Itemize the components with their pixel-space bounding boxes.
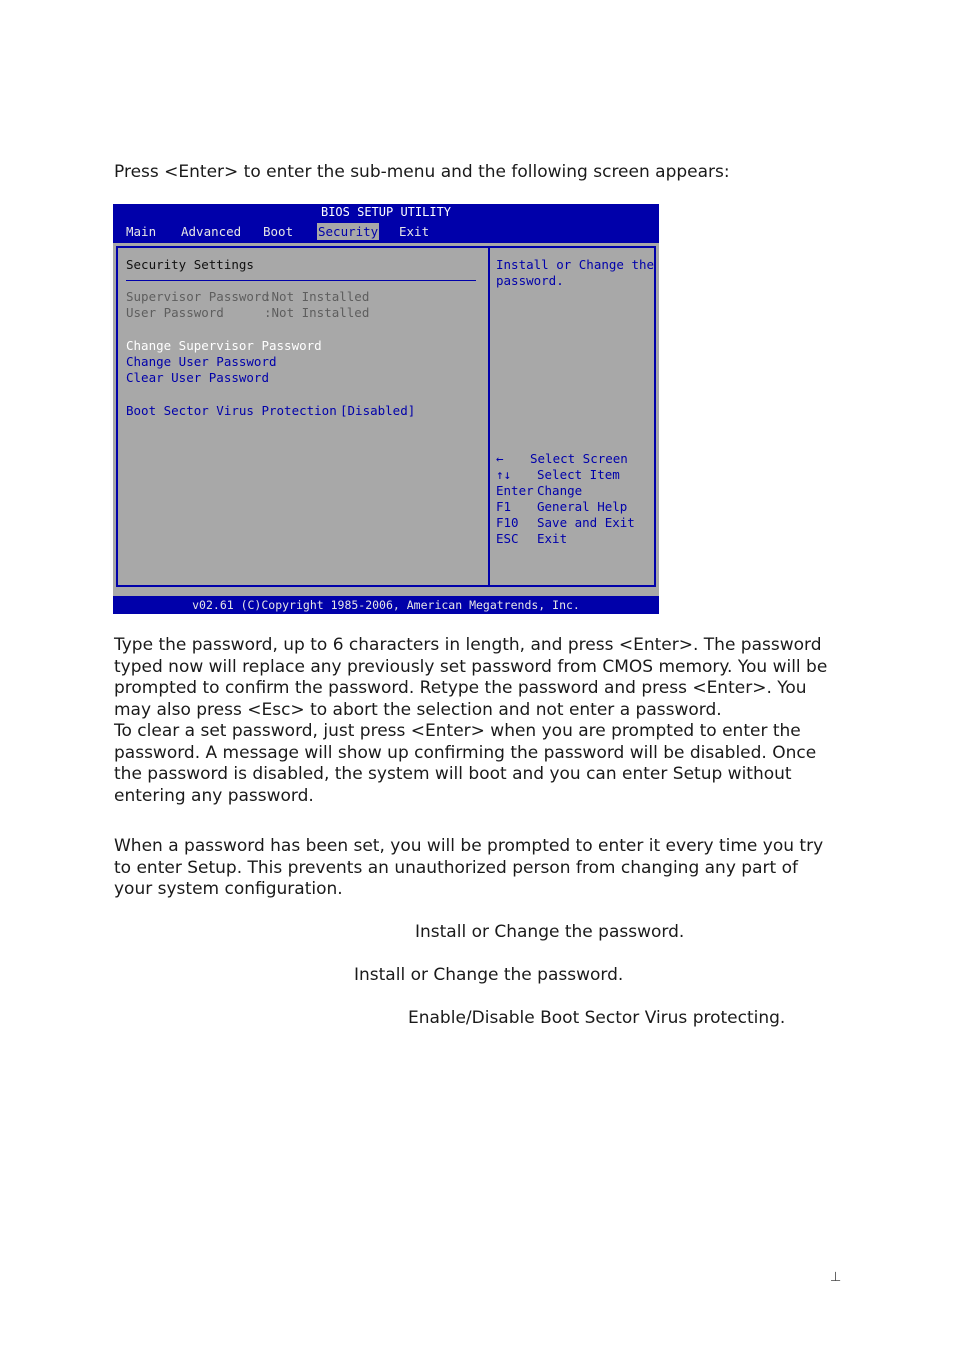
help-text-line: password.	[496, 273, 564, 288]
boot-sector-protection-description: Enable/Disable Boot Sector Virus protecting.	[408, 1008, 786, 1028]
bios-screenshot	[113, 204, 659, 614]
bios-menubar	[113, 221, 659, 243]
user-password-status: :Not Installed	[264, 305, 370, 320]
page-marker: ⊥	[830, 1270, 842, 1285]
clear-user-password-item[interactable]: Clear User Password	[126, 370, 269, 385]
tab-advanced[interactable]: Advanced	[181, 224, 242, 239]
key-desc: Select Screen	[530, 451, 628, 466]
tab-boot[interactable]: Boot	[263, 224, 294, 239]
key-desc: General Help	[537, 499, 628, 514]
boot-sector-virus-protection-item[interactable]: Boot Sector Virus Protection	[126, 403, 337, 418]
key-desc: Change	[537, 483, 583, 498]
paragraph-line: to enter Setup. This prevents an unauthorized person from changing any part of	[114, 857, 798, 878]
key-desc: Exit	[537, 531, 568, 546]
boot-sector-virus-protection-value[interactable]: [Disabled]	[340, 403, 416, 418]
paragraph-line: your system configuration.	[114, 879, 343, 899]
section-title: Security Settings	[126, 257, 254, 272]
change-supervisor-password-item[interactable]: Change Supervisor Password	[126, 338, 322, 353]
paragraph-line: entering any password.	[114, 785, 314, 806]
tab-exit[interactable]: Exit	[399, 224, 430, 239]
intro-text: Press <Enter> to enter the sub-menu and the following screen appears:	[114, 162, 730, 182]
key-up-down-arrow: ↑↓	[496, 467, 512, 482]
key-enter: Enter	[496, 483, 534, 498]
key-desc: Save and Exit	[537, 515, 635, 530]
supervisor-password-label: Supervisor Password	[126, 289, 269, 304]
change-user-password-item[interactable]: Change User Password	[126, 354, 277, 369]
user-password-description: Install or Change the password.	[354, 965, 624, 985]
key-desc: Select Item	[537, 467, 620, 482]
paragraph-line: Type the password, up to 6 characters in length, and press <Enter>. The password	[114, 635, 822, 655]
panel-divider	[488, 248, 490, 585]
tab-security[interactable]: Security	[318, 224, 379, 239]
paragraph-line: To clear a set password, just press <Enter> when you are prompted to enter the	[114, 721, 801, 741]
key-left-arrow: ←	[496, 451, 504, 466]
paragraph-line: typed now will replace any previously set password from CMOS memory. You will be	[114, 656, 828, 677]
key-f10: F10	[496, 515, 519, 530]
paragraph-line: prompted to confirm the password. Retype the password and press <Enter>. You	[114, 678, 807, 698]
password-prompt-note	[114, 836, 854, 901]
bios-main-panel	[116, 246, 656, 587]
key-f1: F1	[496, 499, 512, 514]
supervisor-password-status: :Not Installed	[264, 289, 370, 304]
paragraph-line: When a password has been set, you will be prompted to enter it every time you try	[114, 836, 824, 856]
key-esc: ESC	[496, 531, 519, 546]
paragraph-line: the password is disabled, the system will boot and you can enter Setup without	[114, 764, 792, 784]
section-divider	[126, 280, 476, 281]
bios-title: BIOS SETUP UTILITY	[113, 204, 659, 221]
tab-main[interactable]: Main	[126, 224, 157, 239]
help-text-line: Install or Change the	[496, 257, 655, 272]
supervisor-password-description: Install or Change the password.	[415, 922, 685, 942]
paragraph-line: password. A message will show up confirming the password will be disabled. Once	[114, 742, 817, 763]
bios-copyright-footer: v02.61 (C)Copyright 1985-2006, American Megatrends, Inc.	[113, 596, 659, 614]
paragraph-line: may also press <Esc> to abort the selection and not enter a password.	[114, 699, 722, 720]
user-password-label: User Password	[126, 305, 224, 320]
password-instructions	[114, 635, 854, 807]
